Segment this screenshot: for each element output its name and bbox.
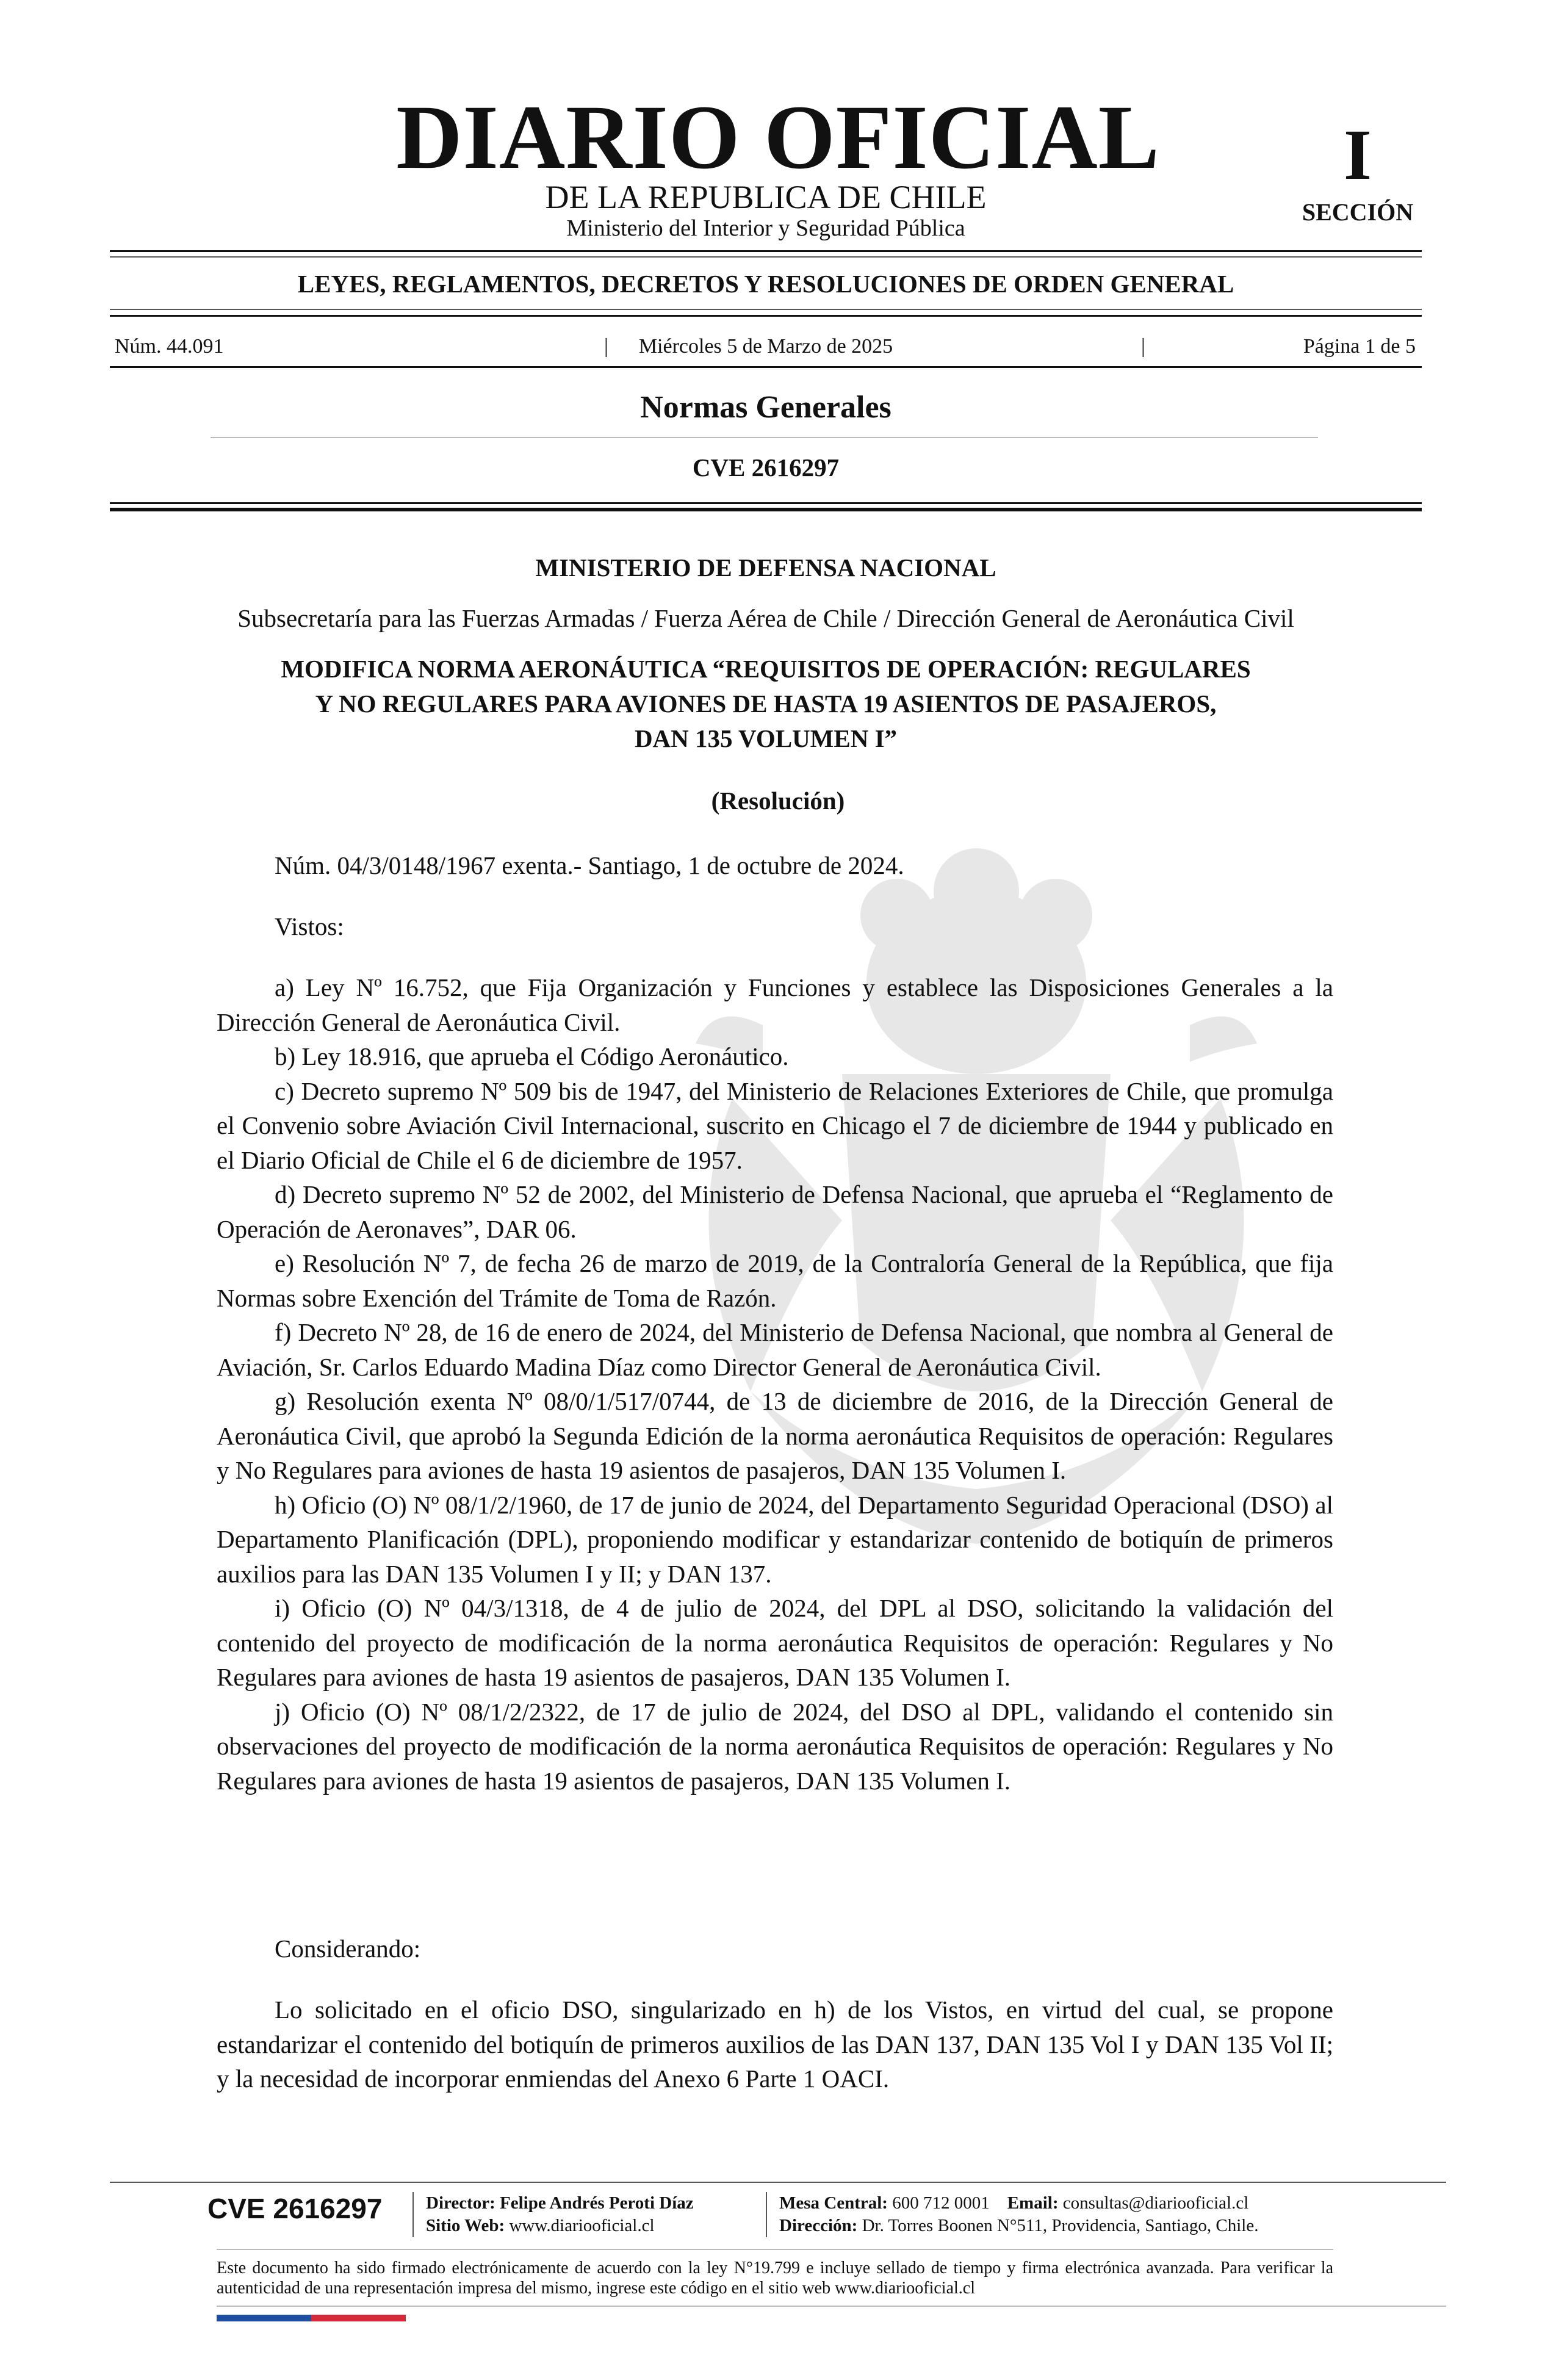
footer-rule [110,2182,1446,2183]
vistos-item: b) Ley 18.916, que aprueba el Código Aeronáutico. [275,1042,789,1070]
mesa-phone: 600 712 0001 [892,2193,990,2213]
issue-date: Miércoles 5 de Marzo de 2025 [638,335,893,358]
issue-info-row [110,334,1422,359]
cve-rule-2 [110,508,1422,511]
vistos-item: f) Decreto Nº 28, de 16 de enero de 2024, del Ministerio de Defensa Nacional, que nombra al General de Aviación, Sr. Carlos Eduardo Madina Díaz como Director General de Aeronáutica Civil. [217,1318,1333,1381]
issue-number: Núm. 44.091 [115,335,224,358]
vistos-item: g) Resolución exenta Nº 08/0/1/517/0744, de 13 de diciembre de 2016, de la Dirección General de Aeronáutica Civil, que aprobó la Segunda Edición de la norma aeronáutica Requisitos de operación: Regulares y No Regulares para aviones de hasta 19 asientos de pasajeros, DAN 135 Volumen I. [217,1387,1333,1484]
issue-separator: | [1141,335,1145,358]
footer-rule-mid [217,2249,1333,2250]
masthead-ministry: Ministerio del Interior y Seguridad Pública [566,215,965,241]
flag-stripe-blue [217,2315,311,2321]
document-title-line: DAN 135 VOLUMEN I” [634,724,898,752]
footer-cve-code: CVE 2616297 [207,2193,383,2224]
vistos-heading-block [217,909,1333,944]
email-label: Email: [1007,2193,1059,2213]
vistos-item: c) Decreto supremo Nº 509 bis de 1947, del Ministerio de Relaciones Exteriores de Chile, que promulga el Convenio sobre Aviación Civil Internacional, suscrito en Chicago el 7 de diciembre de 1944 y publicado en el Diario Oficial de Chile el 6 de diciembre de 1957. [217,1076,1333,1174]
cve-heading: CVE 2616297 [692,453,840,481]
address-label: Dirección: [779,2216,858,2235]
flag-stripe-red [311,2315,406,2321]
category-rule-1 [110,309,1422,310]
footer-divider [412,2192,414,2237]
vistos-heading: Vistos: [275,912,344,940]
cve-rule-1 [110,502,1422,504]
footer-contact-block [779,2192,1258,2237]
vistos-item: h) Oficio (O) Nº 08/1/2/1960, de 17 de junio de 2024, del Departamento Seguridad Operacional (DSO) al Departamento Planificación (DPL), proponiendo modificar y estandarizar contenido de botiquín de primeros auxilios para las DAN 135 Volumen I y II; y DAN 137. [217,1490,1333,1588]
resolution-number: Núm. 04/3/0148/1967 exenta.- Santiago, 1 de octubre de 2024. [275,851,904,879]
considerando-block [217,1992,1333,2096]
address-value: Dr. Torres Boonen N°511, Providencia, Santiago, Chile. [862,2216,1259,2235]
ministry-heading: MINISTERIO DE DEFENSA NACIONAL [535,554,996,582]
normas-rule [211,437,1318,438]
vistos-list [217,970,1333,1798]
category-heading: LEYES, REGLAMENTOS, DECRETOS Y RESOLUCIONES DE ORDEN GENERAL [297,270,1234,298]
masthead-rule-top-thin [110,256,1422,258]
vistos-item: i) Oficio (O) Nº 04/3/1318, de 4 de julio de 2024, del DPL al DSO, solicitando la validación del contenido del proyecto de modificación de la norma aeronáutica Requisitos de operación: Regulares y No Regulares para aviones de hasta 19 asientos de pasajeros, DAN 135 Volumen I. [217,1594,1333,1691]
vistos-item: j) Oficio (O) Nº 08/1/2/2322, de 17 de julio de 2024, del DSO al DPL, validando el contenido sin observaciones del proyecto de modificación de la norma aeronáutica Requisitos de operación: Regulares y No Regulares para aviones de hasta 19 asientos de pasajeros, DAN 135 Volumen I. [217,1697,1333,1795]
mesa-label: Mesa Central: [779,2193,888,2213]
document-title [201,652,1330,756]
subsecretaria-line: Subsecretaría para las Fuerzas Armadas / Fuerza Aérea de Chile / Dirección General de Aeronáutica Civil [237,604,1294,632]
section-numeral: I [1344,115,1372,195]
section-label: SECCIÓN [1302,198,1414,226]
footer-rule-bottom [217,2306,1446,2307]
email-link[interactable]: consultas@diariooficial.cl [1062,2193,1249,2213]
page-indicator: Página 1 de 5 [1303,335,1416,358]
considerando-text: Lo solicitado en el oficio DSO, singularizado en h) de los Vistos, en virtud del cual, se propone estandarizar el contenido del botiquín de primeros auxilios de las DAN 137, DAN 135 Vol I y DAN 135 Vol II; y la necesidad de incorporar enmiendas del Anexo 6 Parte 1 OACI. [217,1996,1333,2093]
issue-separator: | [604,335,608,358]
masthead-title: DIARIO OFICIAL [396,87,1160,188]
document-title-line: Y NO REGULARES PARA AVIONES DE HASTA 19 ASIENTOS DE PASAJEROS, [315,690,1217,718]
considerando-heading: Considerando: [275,1935,421,1963]
masthead-subtitle: DE LA REPUBLICA DE CHILE [545,179,987,215]
web-label: Sitio Web: [426,2216,505,2235]
considerando-heading-block [217,1931,1333,1966]
signature-notice: Este documento ha sido firmado electrónicamente de acuerdo con la ley N°19.799 e incluye sellado de tiempo y firma electrónica avanzada. Para verificar la autenticidad de una representación impresa del mismo, ingrese este código en el sitio web www.diariooficial.cl [217,2259,1333,2298]
masthead-rule-top [110,250,1422,252]
document-title-line: MODIFICA NORMA AERONÁUTICA “REQUISITOS DE OPERACIÓN: REGULARES [281,655,1251,683]
vistos-item: e) Resolución Nº 7, de fecha 26 de marzo de 2019, de la Contraloría General de la República, que fija Normas sobre Exención del Trámite de Toma de Razón. [217,1249,1333,1312]
web-link[interactable]: www.diariooficial.cl [509,2216,655,2235]
footer-divider [766,2192,767,2237]
category-rule-2 [110,315,1422,317]
director-name: Felipe Andrés Peroti Díaz [500,2193,694,2213]
resolution-number-line [217,848,1333,883]
resolucion-label: (Resolución) [711,787,845,815]
normas-heading: Normas Generales [640,390,891,425]
footer-director-block [426,2192,694,2237]
vistos-item: a) Ley Nº 16.752, que Fija Organización y Funciones y establece las Disposiciones Generales a la Dirección General de Aeronáutica Civil. [217,973,1333,1036]
issue-rule [110,366,1422,368]
vistos-item: d) Decreto supremo Nº 52 de 2002, del Ministerio de Defensa Nacional, que aprueba el “Reglamento de Operación de Aeronaves”, DAR 06. [217,1180,1333,1243]
director-label: Director: [426,2193,495,2213]
